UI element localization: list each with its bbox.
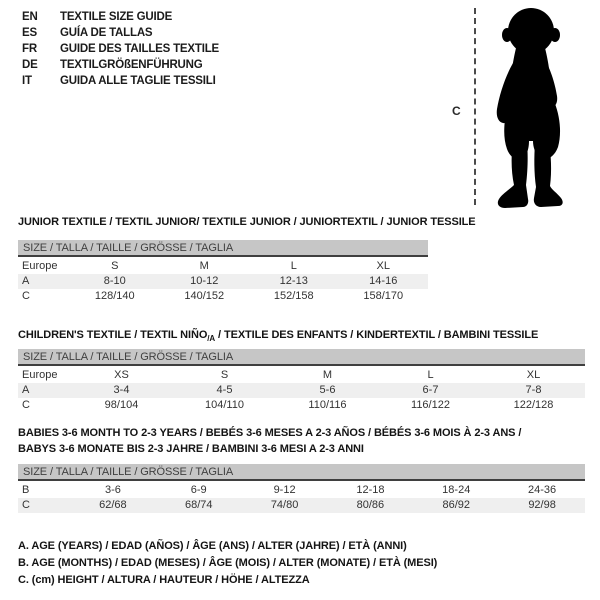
- cell: L: [290, 260, 297, 272]
- footnote-a: A. AGE (YEARS) / EDAD (AÑOS) / ÂGE (ANS) / ALTER (JAHRE) / ETÀ (ANNI): [18, 540, 407, 552]
- language-list: [22, 9, 219, 89]
- cell: 6-7: [422, 384, 439, 396]
- title-line: BABIES 3-6 MONTH TO 2-3 YEARS / BEBÉS 3-6 MESES A 2-3 AÑOS / BÉBÉS 3-6 MOIS À 2-3 ANS /: [18, 427, 522, 439]
- junior-table-title: JUNIOR TEXTILE / TEXTIL JUNIOR/ TEXTILE JUNIOR / JUNIORTEXTIL / JUNIOR TESSILE: [18, 216, 476, 228]
- cell: 104/110: [205, 399, 244, 411]
- babies-size-header: SIZE / TALLA / TAILLE / GRÖSSE / TAGLIA: [18, 464, 585, 481]
- cell: 3-6: [104, 484, 121, 496]
- height-measure-line: [474, 8, 476, 205]
- cell: 9-12: [273, 484, 296, 496]
- cell: XS: [114, 369, 129, 381]
- cell: 12-13: [279, 275, 308, 287]
- cell: 86/92: [442, 499, 470, 511]
- cell: 62/68: [99, 499, 127, 511]
- row-label: Europe: [22, 260, 58, 272]
- language-label: TEXTILGRÖßENFÜHRUNG: [60, 59, 203, 71]
- footnote-c: C. (cm) HEIGHT / ALTURA / HAUTEUR / HÖHE / ALTEZZA: [18, 574, 310, 586]
- footnote-b: B. AGE (MONTHS) / EDAD (MESES) / ÂGE (MOIS) / ALTER (MONATE) / ETÀ (MESI): [18, 557, 438, 569]
- language-code: DE: [22, 59, 38, 71]
- cell: 7-8: [525, 384, 542, 396]
- language-code: IT: [22, 75, 32, 87]
- cell: 24-36: [528, 484, 557, 496]
- height-measure-label: C: [452, 104, 461, 118]
- title-text: CHILDREN'S TEXTILE / TEXTIL NIÑO: [18, 329, 208, 341]
- cell: 98/104: [104, 399, 139, 411]
- table-row: [18, 368, 585, 383]
- language-label: GUIDA ALLE TAGLIE TESSILI: [60, 75, 216, 87]
- cell: 14-16: [369, 275, 398, 287]
- language-row: [22, 25, 219, 41]
- cell: 6-9: [190, 484, 207, 496]
- cell: 80/86: [356, 499, 385, 511]
- babies-table-title: [18, 425, 521, 457]
- row-label: B: [22, 484, 30, 496]
- cell: S: [111, 260, 119, 272]
- row-label: C: [22, 499, 30, 511]
- language-code: ES: [22, 27, 37, 39]
- table-row: [18, 289, 428, 304]
- cell: XL: [526, 369, 541, 381]
- table-row: [18, 383, 585, 398]
- cell: 74/80: [270, 499, 299, 511]
- cell: M: [199, 260, 209, 272]
- table-row: [18, 483, 585, 498]
- children-size-table: [18, 368, 585, 413]
- cell: 116/122: [411, 399, 450, 411]
- cell: 10-12: [190, 275, 219, 287]
- language-code: FR: [22, 43, 37, 55]
- cell: 8-10: [103, 275, 126, 287]
- language-row: [22, 9, 219, 25]
- cell: 68/74: [184, 499, 213, 511]
- row-label: A: [22, 275, 30, 287]
- cell: 110/116: [308, 399, 347, 411]
- cell: 4-5: [216, 384, 233, 396]
- row-label: Europe: [22, 369, 58, 381]
- cell: 12-18: [356, 484, 385, 496]
- children-table-title: [18, 329, 538, 343]
- cell: 128/140: [94, 290, 135, 302]
- row-label: C: [22, 399, 30, 411]
- language-code: EN: [22, 11, 38, 23]
- toddler-silhouette-icon: [483, 3, 583, 213]
- footnotes: [18, 538, 437, 589]
- table-row: [18, 398, 585, 413]
- table-row: [18, 498, 585, 513]
- cell: 158/170: [363, 290, 404, 302]
- language-label: GUÍA DE TALLAS: [60, 27, 153, 39]
- language-label: TEXTILE SIZE GUIDE: [60, 11, 173, 23]
- cell: 18-24: [442, 484, 471, 496]
- cell: 3-4: [113, 384, 130, 396]
- title-text: / TEXTILE DES ENFANTS / KINDERTEXTIL / BAMBINI TESSILE: [215, 329, 539, 341]
- cell: XL: [376, 260, 390, 272]
- junior-size-header: SIZE / TALLA / TAILLE / GRÖSSE / TAGLIA: [18, 240, 428, 257]
- row-label: C: [22, 290, 30, 302]
- table-row: [18, 259, 428, 274]
- babies-size-table: [18, 483, 585, 513]
- cell: L: [427, 369, 434, 381]
- cell: 152/158: [273, 290, 314, 302]
- table-row: [18, 274, 428, 289]
- language-row: [22, 73, 219, 89]
- title-line: BABYS 3-6 MONATE BIS 2-3 JAHRE / BAMBINI 3-6 MESI A 2-3 ANNI: [18, 443, 364, 455]
- cell: 92/98: [528, 499, 556, 511]
- cell: 122/128: [513, 399, 554, 411]
- junior-size-table: [18, 259, 428, 304]
- language-row: [22, 57, 219, 73]
- language-label: GUIDE DES TAILLES TEXTILE: [60, 43, 219, 55]
- language-row: [22, 41, 219, 57]
- cell: 140/152: [184, 290, 225, 302]
- row-label: A: [22, 384, 30, 396]
- cell: M: [322, 369, 333, 381]
- children-size-header: SIZE / TALLA / TAILLE / GRÖSSE / TAGLIA: [18, 349, 585, 366]
- cell: 5-6: [319, 384, 336, 396]
- cell: S: [220, 369, 229, 381]
- title-subscript: /A: [207, 334, 216, 344]
